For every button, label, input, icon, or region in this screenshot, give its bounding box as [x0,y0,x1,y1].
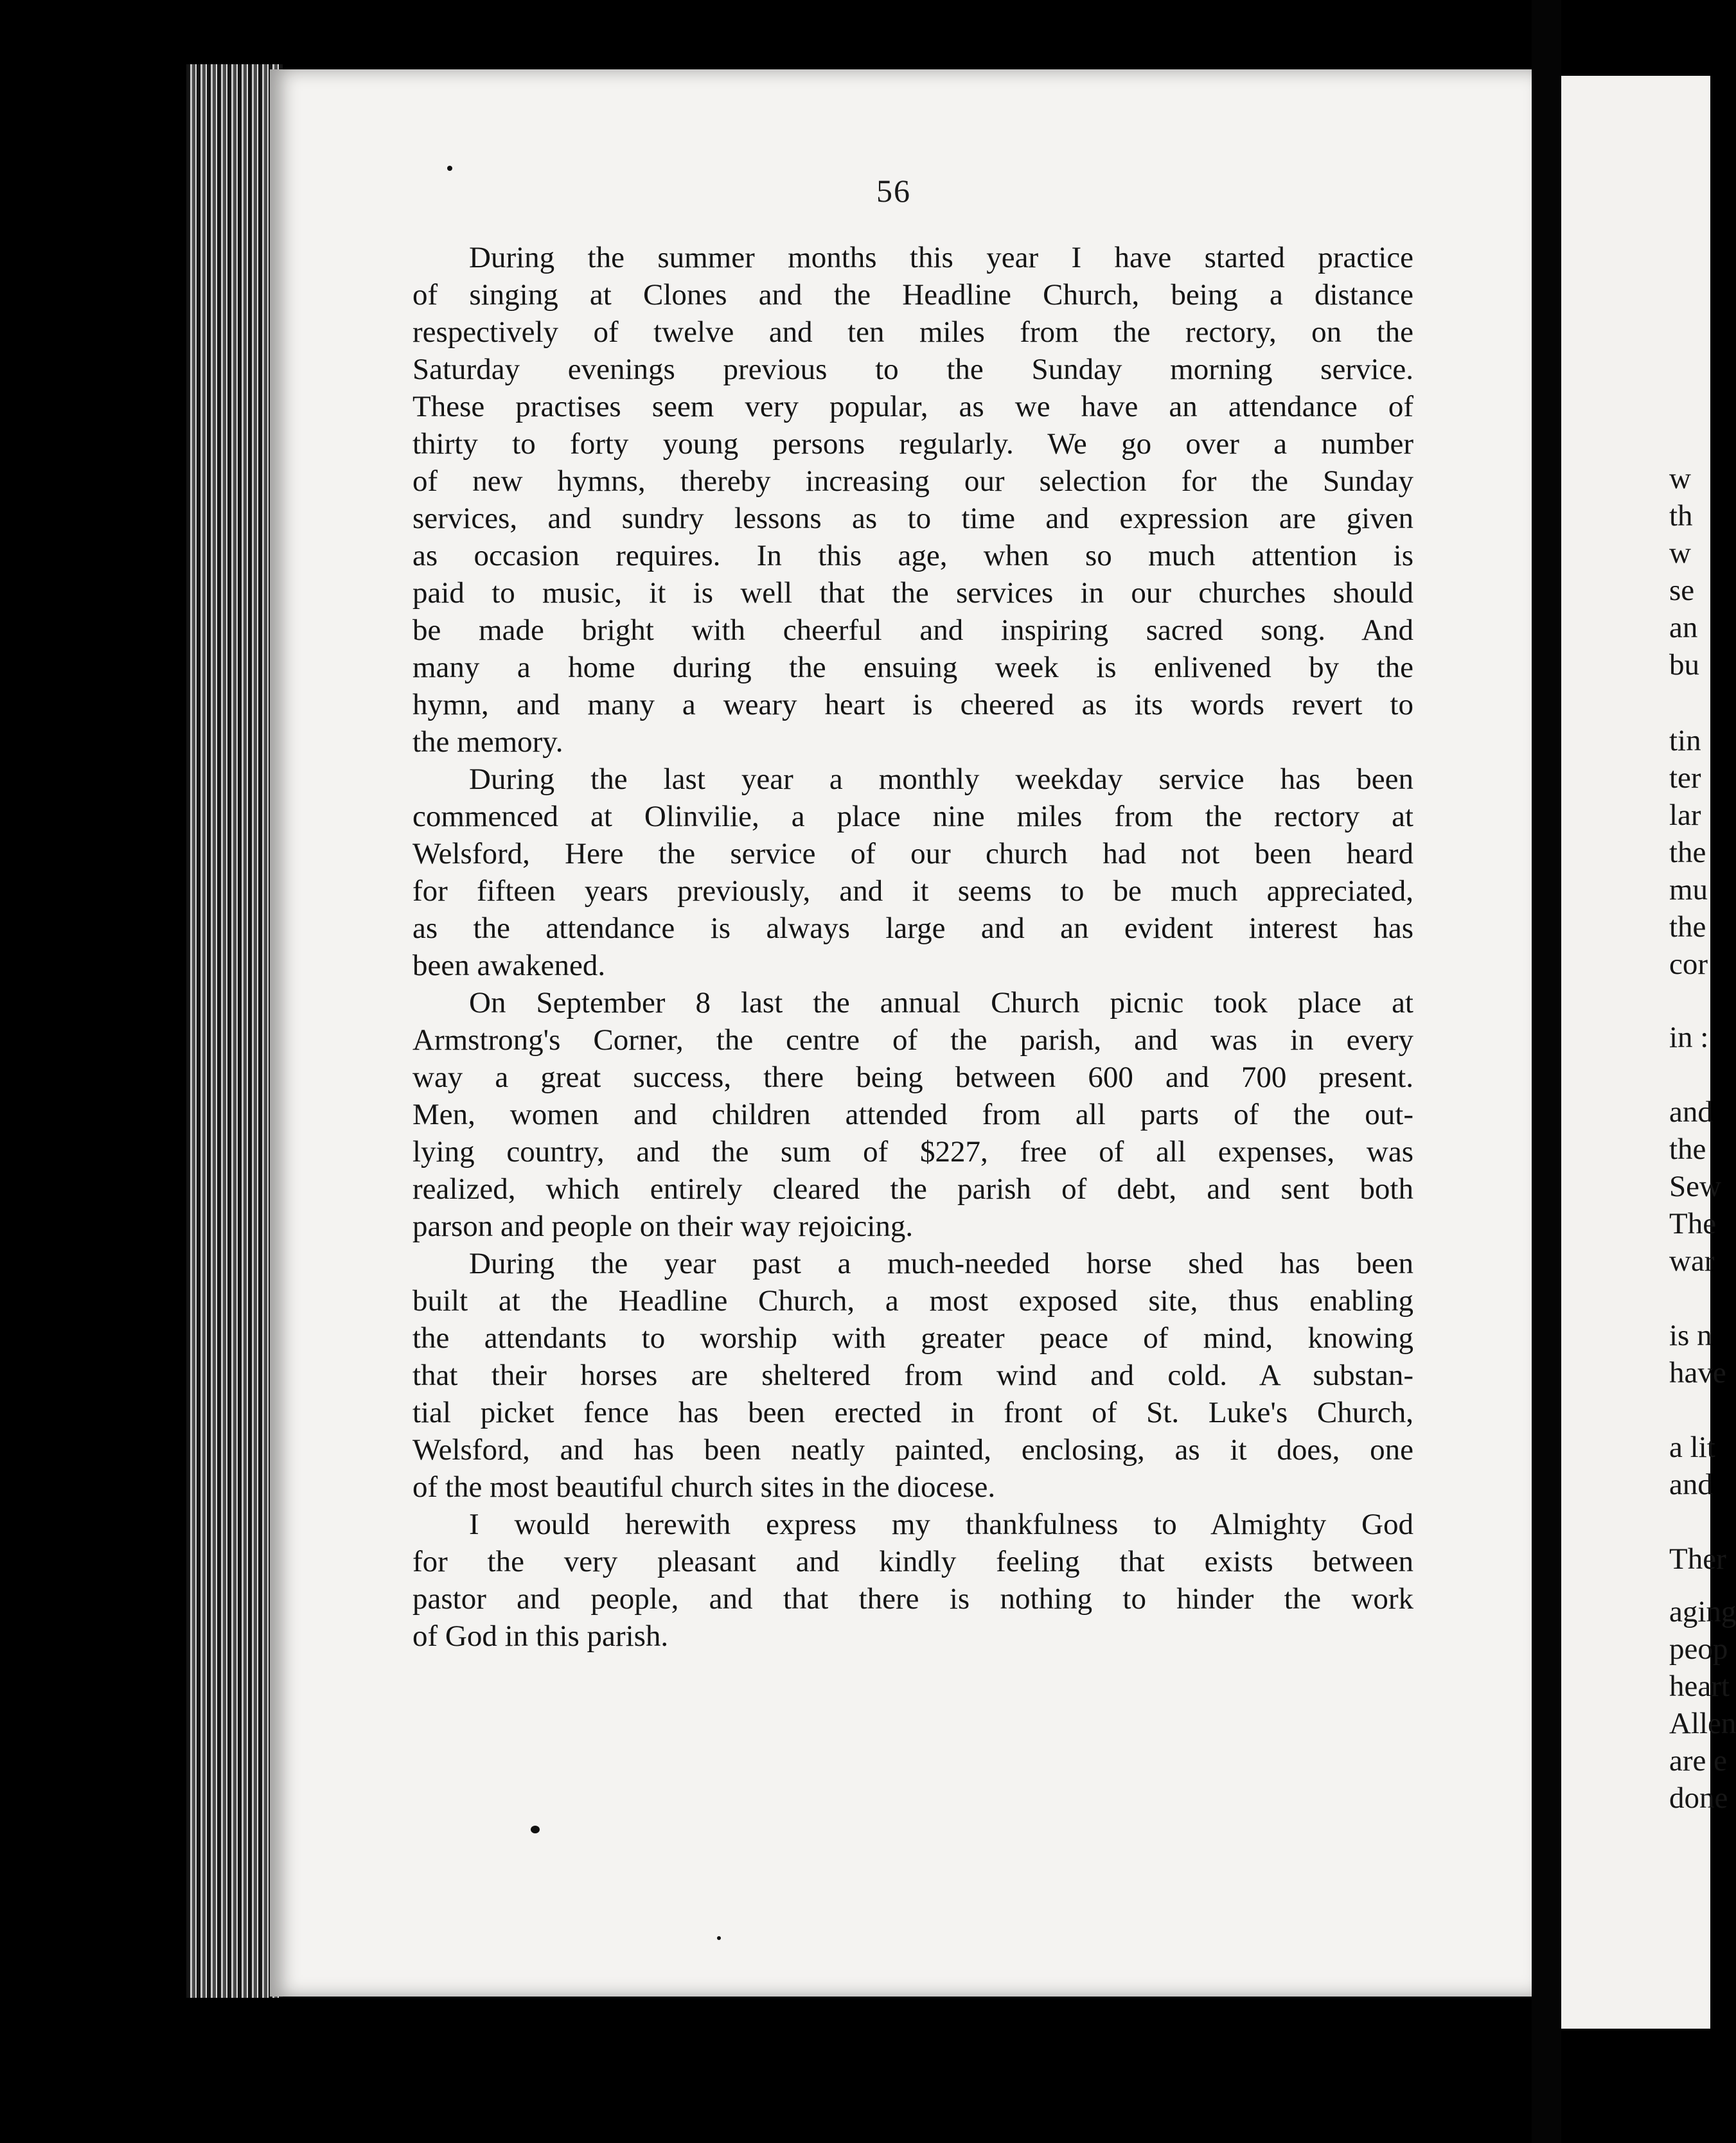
text-line: Men, women and children attended from all parts of the out- [412,1098,1413,1131]
text-line: be made bright with cheerful and inspiring sacred song. And [412,613,1413,647]
text-line: for the very pleasant and kindly feeling that exists between [412,1545,1413,1578]
facing-page-fragment: w [1669,462,1691,495]
text-line: of the most beautiful church sites in the diocese. [412,1470,996,1504]
facing-page-fragment: aging [1669,1595,1736,1628]
text-line: On September 8 last the annual Church picnic took place at [469,986,1413,1019]
text-line: During the year past a much-needed horse shed has been [469,1247,1413,1280]
facing-page-fragment: done [1669,1781,1728,1815]
text-line: hymn, and many a weary heart is cheered as its words revert to [412,688,1413,721]
text-line: way a great success, there being between 600 and 700 present. [412,1061,1413,1094]
text-line: During the summer months this year I have started practice [469,241,1413,274]
text-line: Welsford, and has been neatly painted, enclosing, as it does, one [412,1433,1413,1467]
text-line: respectively of twelve and ten miles from the rectory, on the [412,315,1413,349]
text-line: built at the Headline Church, a most exposed site, thus enabling [412,1284,1413,1318]
text-line: parson and people on their way rejoicing. [412,1210,914,1243]
text-line: that their horses are sheltered from wind and cold. A substan- [412,1359,1413,1392]
facing-page-fragment: in : [1669,1021,1709,1054]
text-line: as the attendance is always large and an evident interest has [412,912,1413,945]
facing-page-fragment: lar [1669,798,1701,832]
facing-page-fragment: is n [1669,1319,1712,1352]
text-line: as occasion requires. In this age, when so much attention is [412,539,1413,572]
facing-page-fragment: mu [1669,873,1708,906]
page-number: 56 [876,173,911,209]
body-text [412,239,1413,1655]
facing-page-fragment: se [1669,574,1695,607]
facing-page-fragment: ter [1669,761,1701,795]
facing-page-fragment: The [1669,1207,1717,1240]
text-line: the memory. [412,725,563,759]
text-line: paid to music, it is well that the services in our churches should [412,576,1413,610]
text-line: tial picket fence has been erected in front of St. Luke's Church, [412,1396,1413,1429]
ink-speck [717,1936,721,1940]
text-line: the attendants to worship with greater peace of mind, knowing [412,1321,1413,1355]
facing-page-fragment: th [1669,499,1693,533]
text-line: of new hymns, thereby increasing our selection for the Sunday [412,464,1413,498]
facing-page-fragment: the [1669,910,1706,944]
text-line: of God in this parish. [412,1619,669,1653]
text-line: commenced at Olinvilie, a place nine miles from the rectory at [412,800,1413,833]
text-line: Armstrong's Corner, the centre of the parish, and was in every [412,1023,1413,1057]
text-line: pastor and people, and that there is nothing to hinder the work [412,1582,1413,1616]
text-line: I would herewith express my thankfulness to Almighty God [469,1508,1413,1541]
facing-page-fragment: war [1669,1244,1715,1278]
facing-page-fragment: heart [1669,1670,1730,1703]
facing-page-fragment: Sew [1669,1170,1721,1203]
facing-page-fragment: and [1669,1468,1713,1501]
facing-page-fragment: have [1669,1356,1726,1389]
facing-page-fragment: are e [1669,1744,1727,1777]
facing-page-fragment: w [1669,536,1691,570]
facing-page-fragment: Ther [1669,1542,1726,1576]
facing-page-fragment: the [1669,1133,1706,1166]
text-line: for fifteen years previously, and it seems to be much appreciated, [412,874,1413,908]
text-line: been awakened. [412,949,606,982]
facing-page-fragment: the [1669,836,1706,869]
text-line: many a home during the ensuing week is enlivened by the [412,651,1413,684]
facing-page-fragment: a lit [1669,1431,1715,1464]
facing-page-fragment: tin [1669,724,1701,757]
facing-page-fragment: peop [1669,1632,1728,1666]
text-line: lying country, and the sum of $227, free of all expenses, was [412,1135,1413,1169]
text-line: Welsford, Here the service of our church had not been heard [412,837,1413,870]
text-line: thirty to forty young persons regularly. We go over a number [412,427,1413,461]
facing-page-fragment: Allen [1669,1707,1736,1740]
ink-speck [531,1826,540,1833]
text-line: realized, which entirely cleared the parish of debt, and sent both [412,1172,1413,1206]
facing-page-fragment: and [1669,1095,1713,1129]
book-binding-edges [186,64,283,1998]
page-gutter [1532,0,1561,2143]
text-line: services, and sundry lessons as to time and expression are given [412,502,1413,535]
text-line: During the last year a monthly weekday service has been [469,763,1413,796]
facing-page-fragment: bu [1669,648,1699,682]
text-line: These practises seem very popular, as we have an attendance of [412,390,1413,423]
text-line: of singing at Clones and the Headline Church, being a distance [412,278,1413,312]
facing-page-fragment: an [1669,611,1698,644]
text-line: Saturday evenings previous to the Sunday morning service. [412,353,1413,386]
ink-speck [447,166,452,171]
facing-page-fragment: cor [1669,948,1708,981]
